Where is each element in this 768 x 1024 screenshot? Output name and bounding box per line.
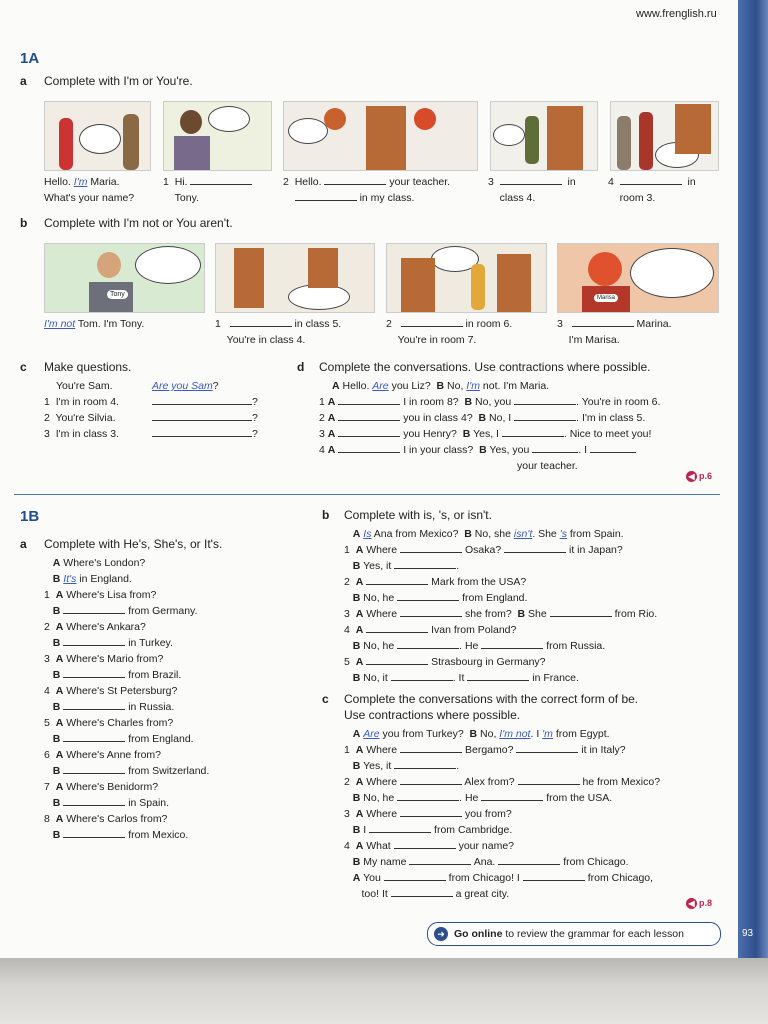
caption-1a-b-1: 1 in class 5. You're in class 4. bbox=[215, 318, 342, 346]
arrow-left-icon: ◀ bbox=[686, 898, 697, 909]
caption-1a-a-1: 1 Hi. Tony. bbox=[163, 174, 252, 206]
answer-blank[interactable] bbox=[338, 442, 400, 453]
caption-1a-b-example: I'm not Tom. I'm Tony. bbox=[44, 318, 145, 330]
illustration-class-5 bbox=[215, 243, 375, 313]
illustration-meeting bbox=[44, 101, 151, 171]
illustration-teacher-door bbox=[283, 101, 478, 171]
exercise-1b-c-instruction-2: Use contractions where possible. bbox=[344, 708, 521, 722]
answer-blank[interactable] bbox=[230, 316, 292, 327]
answer-blank[interactable] bbox=[190, 174, 252, 185]
illustration-tony-badge bbox=[44, 243, 205, 313]
site-url[interactable]: www.frenglish.ru bbox=[636, 8, 717, 20]
caption-1a-a-example: Hello. I'm Maria. What's your name? bbox=[44, 176, 135, 204]
exercise-1a-b-instruction: Complete with I'm not or You aren't. bbox=[44, 216, 233, 230]
illustration-tony-hi bbox=[163, 101, 272, 171]
answer-blank[interactable] bbox=[532, 442, 578, 453]
answer-blank[interactable] bbox=[400, 742, 462, 753]
arrow-left-icon: ◀ bbox=[686, 471, 697, 482]
exercise-1b-c-lines: A Are you from Turkey? B No, I'm not. I 'm from Egypt. 1 A Where Bergamo? it in Italy? B Yes, it . 2 A Where Alex from? he from Mexico? B No, he . He from the USA. 3 A Where you from? B I from Cambridge. 4 A What your name? B My name Ana. from Chicago. A You from Chicago! I from Chicago, too! It a great city. bbox=[344, 728, 661, 900]
answer-blank[interactable] bbox=[516, 742, 578, 753]
exercise-1b-a-letter: a bbox=[20, 537, 27, 551]
answer-blank[interactable] bbox=[384, 870, 446, 881]
answer-blank[interactable] bbox=[514, 394, 576, 405]
answer-blank[interactable] bbox=[63, 827, 125, 838]
page-edge-strip bbox=[738, 0, 768, 1024]
exercise-1b-c-letter: c bbox=[322, 692, 329, 706]
answer-blank[interactable] bbox=[400, 542, 462, 553]
answer-blank[interactable] bbox=[63, 763, 125, 774]
exercise-1a-d-example: A Hello. Are you Liz? B No, I'm not. I'm Maria. bbox=[332, 380, 550, 392]
answer-blank[interactable] bbox=[590, 442, 636, 453]
answer-blank[interactable] bbox=[500, 174, 562, 185]
exercise-1a-b-letter: b bbox=[20, 216, 28, 230]
answer-blank[interactable] bbox=[502, 426, 564, 437]
caption-1a-b-2: 2 in room 6. You're in room 7. bbox=[386, 318, 513, 346]
answer-blank[interactable] bbox=[467, 670, 529, 681]
answer-blank[interactable] bbox=[366, 574, 428, 585]
answer-blank[interactable] bbox=[394, 558, 456, 569]
answer-blank[interactable] bbox=[518, 774, 580, 785]
exercise-1b-b-letter: b bbox=[322, 508, 330, 522]
illustration-room-6 bbox=[386, 243, 547, 313]
answer-blank[interactable] bbox=[401, 316, 463, 327]
answer-blank[interactable] bbox=[391, 670, 453, 681]
exercise-1a-c-instruction: Make questions. bbox=[44, 360, 132, 374]
answer-blank[interactable] bbox=[523, 870, 585, 881]
answer-blank[interactable] bbox=[152, 394, 252, 405]
answer-blank[interactable] bbox=[63, 699, 125, 710]
scan-shadow bbox=[0, 958, 768, 1024]
answer-blank[interactable] bbox=[338, 410, 400, 421]
answer-blank[interactable] bbox=[63, 635, 125, 646]
name-badge: Marisa bbox=[594, 294, 618, 302]
section-1b-title: 1B bbox=[20, 508, 40, 525]
exercise-1b-b-lines: A Is Ana from Mexico? B No, she isn't. She 's from Spain. 1 A Where Osaka? it in Japan? B Yes, it . 2 A Mark from the USA? B No, he from England. 3 A Where she from? B She from Rio. 4 A Ivan from Poland? B No, he . He from Russia. 5 A Strasbourg in Germany? B No, it . It in France. bbox=[344, 528, 658, 684]
answer-blank[interactable] bbox=[338, 394, 400, 405]
answer-blank[interactable] bbox=[400, 606, 462, 617]
answer-blank[interactable] bbox=[63, 667, 125, 678]
exercise-1b-a-instruction: Complete with He's, She's, or It's. bbox=[44, 537, 223, 551]
illustration-class-4 bbox=[490, 101, 598, 171]
caption-1a-a-3: 3 in class 4. bbox=[488, 176, 576, 204]
exercise-1a-a-letter: a bbox=[20, 74, 27, 88]
go-online-banner[interactable]: ➜ Go online to review the grammar for each lesson bbox=[427, 922, 721, 946]
answer-blank[interactable] bbox=[550, 606, 612, 617]
answer-blank[interactable] bbox=[498, 854, 560, 865]
exercise-1a-d-lines: 1 A I in room 8? B No, you . You're in room 6. 2 A you in class 4? B No, I . I'm in class 5. 3 A you Henry? B Yes, I . Nice to meet you! 4 A I in your class? B Yes, you . I your teacher. bbox=[319, 396, 661, 472]
answer-blank[interactable] bbox=[394, 758, 456, 769]
answer-blank[interactable] bbox=[63, 795, 125, 806]
answer-blank[interactable] bbox=[366, 654, 428, 665]
answer-blank[interactable] bbox=[572, 316, 634, 327]
exercise-1a-a-instruction: Complete with I'm or You're. bbox=[44, 74, 193, 88]
section-1a-title: 1A bbox=[20, 50, 40, 67]
exercise-1b-a-list: A Where's London? B It's in England. 1 A Where's Lisa from? B from Germany. 2 A Where's Ankara? B in Turkey. 3 A Where's Mario from? B from Brazil. 4 A Where's St Petersburg? B in Russia. 5 A Where's Charles from? B from England. 6 A Where's Anne from? B from Switzerland. 7 A Where's Benidorm? B in Spain. 8 A Where's Carlos from? B from Mexico. bbox=[44, 557, 210, 841]
answer-blank[interactable] bbox=[481, 638, 543, 649]
illustration-marisa bbox=[557, 243, 719, 313]
answer-blank[interactable] bbox=[397, 590, 459, 601]
answer-blank[interactable] bbox=[63, 603, 125, 614]
answer-blank[interactable] bbox=[514, 410, 576, 421]
answer-blank[interactable] bbox=[620, 174, 682, 185]
exercise-1a-d-letter: d bbox=[297, 360, 305, 374]
exercise-1a-c-letter: c bbox=[20, 360, 27, 374]
exercise-1b-c-instruction: Complete the conversations with the correct form of be. bbox=[344, 692, 639, 706]
answer-blank[interactable] bbox=[397, 638, 459, 649]
illustration-room-3 bbox=[610, 101, 719, 171]
answer-blank[interactable] bbox=[152, 426, 252, 437]
section-divider bbox=[14, 494, 720, 495]
answer-blank[interactable] bbox=[391, 886, 453, 897]
page-number: 93 bbox=[742, 928, 754, 939]
answer-blank[interactable] bbox=[400, 774, 462, 785]
answer-blank[interactable] bbox=[394, 838, 456, 849]
exercise-1b-b-instruction: Complete with is, 's, or isn't. bbox=[344, 508, 492, 522]
answer-blank[interactable] bbox=[63, 731, 125, 742]
answer-blank[interactable] bbox=[400, 806, 462, 817]
caption-1a-b-3: 3 Marina. I'm Marisa. bbox=[557, 318, 672, 346]
answer-blank[interactable] bbox=[504, 542, 566, 553]
answer-blank[interactable] bbox=[369, 822, 431, 833]
caption-1a-a-4: 4 in room 3. bbox=[608, 176, 696, 204]
example-answer: I'm bbox=[73, 176, 88, 188]
answer-blank[interactable] bbox=[397, 790, 459, 801]
answer-blank[interactable] bbox=[152, 410, 252, 421]
exercise-1a-c-example: You're Sam. Are you Sam? bbox=[56, 380, 219, 392]
caption-1a-a-2: 2 Hello. your teacher. in my class. bbox=[283, 176, 451, 204]
example-answer: I'm not bbox=[44, 318, 76, 330]
name-badge: Tony bbox=[107, 290, 128, 299]
answer-blank[interactable] bbox=[338, 426, 400, 437]
exercise-1a-c-items: 1 I'm in room 4. ? 2 You're Silvia. ? 3 I'm in class 3. ? bbox=[44, 396, 258, 440]
answer-blank[interactable] bbox=[481, 790, 543, 801]
answer-blank[interactable] bbox=[295, 190, 357, 201]
exercise-1a-d-instruction: Complete the conversations. Use contractions where possible. bbox=[319, 360, 651, 374]
answer-blank[interactable] bbox=[324, 174, 386, 185]
arrow-right-icon: ➜ bbox=[434, 927, 448, 941]
answer-blank[interactable] bbox=[409, 854, 471, 865]
page-reference-p8[interactable]: ◀ p.8 bbox=[686, 898, 712, 909]
answer-blank[interactable] bbox=[366, 622, 428, 633]
page-reference-p6[interactable]: ◀ p.6 bbox=[686, 471, 712, 482]
